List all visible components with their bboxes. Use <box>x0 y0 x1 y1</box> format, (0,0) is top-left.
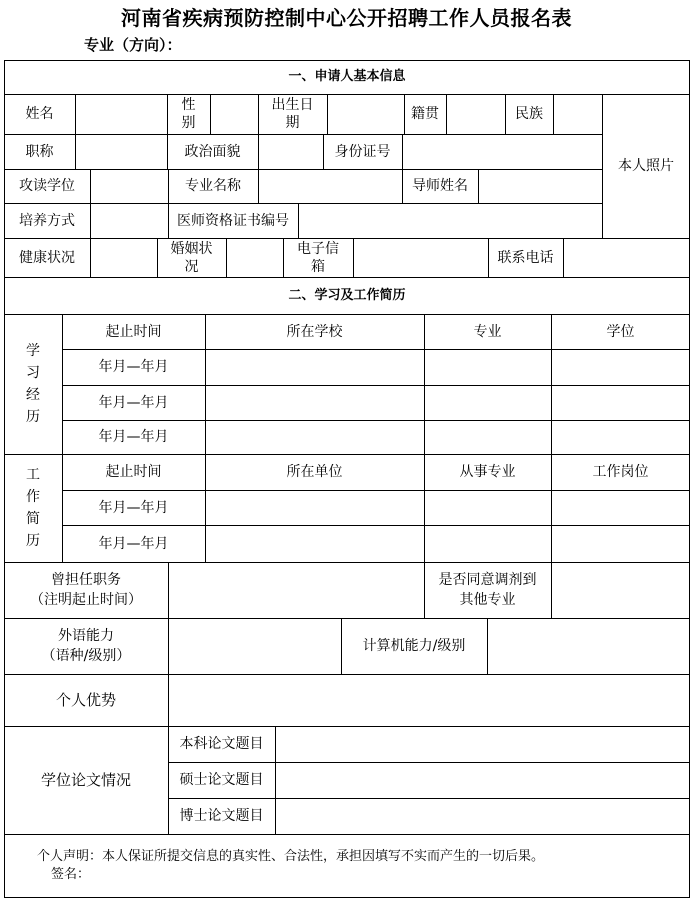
strengths-field[interactable] <box>168 674 690 726</box>
study-col-period: 起止时间 <box>105 323 162 340</box>
vertical-char: 作 <box>26 489 40 505</box>
work-row-period[interactable]: 年月—年月 <box>98 499 169 516</box>
label-thesis: 学位论文情况 <box>40 771 131 789</box>
vertical-char: 工 <box>26 467 40 483</box>
vertical-char: 历 <box>26 409 40 425</box>
ethnicity-field[interactable] <box>553 94 602 134</box>
label-physician-cert: 医师资格证书编号 <box>177 212 289 229</box>
adjust-major-field[interactable] <box>551 562 690 618</box>
label-computer: 计算机能力/级别 <box>362 638 466 654</box>
label-political-status: 政治面貌 <box>184 143 241 160</box>
phone-field[interactable] <box>563 238 690 277</box>
label-thesis-master: 硕士论文题目 <box>179 772 264 788</box>
title-field[interactable] <box>75 134 167 169</box>
supervisor-field[interactable] <box>478 169 602 203</box>
col-divider <box>424 314 425 562</box>
native-place-field[interactable] <box>446 94 505 134</box>
study-row-period[interactable]: 年月—年月 <box>98 394 169 411</box>
label-marital: 婚姻状况 <box>170 240 213 275</box>
label-language <box>4 618 168 674</box>
positions-held-line2: （注明起止时间） <box>30 592 142 608</box>
study-col-degree: 学位 <box>606 323 635 340</box>
thesis-doctor-field[interactable] <box>275 798 690 834</box>
label-thesis-doctor: 博士论文题目 <box>179 808 264 824</box>
positions-held-line1: 曾担任职务 <box>51 572 121 588</box>
physician-cert-field[interactable] <box>298 203 602 238</box>
label-title: 职称 <box>25 143 54 160</box>
computer-field[interactable] <box>487 618 690 674</box>
work-col-specialty: 从事专业 <box>459 464 516 480</box>
study-history-label-text <box>26 340 40 428</box>
gender-field[interactable] <box>210 94 258 134</box>
col-divider <box>551 314 552 562</box>
label-name: 姓名 <box>25 106 54 122</box>
section-heading-resume: 二、学习及工作简历 <box>288 287 406 303</box>
label-id-number: 身份证号 <box>334 143 391 160</box>
label-gender: 性别 <box>181 97 196 131</box>
label-phone: 联系电话 <box>497 249 554 266</box>
vertical-char: 经 <box>26 387 40 403</box>
label-major-name: 专业名称 <box>185 178 241 194</box>
work-col-period: 起止时间 <box>105 464 162 480</box>
signature-label[interactable]: 签名： <box>51 867 91 882</box>
label-positions-held <box>4 562 168 618</box>
work-col-employer: 所在单位 <box>286 464 343 480</box>
label-degree-pursuing: 攻读学位 <box>19 178 75 194</box>
adjust-major-line2: 其他专业 <box>459 592 516 608</box>
work-history-label <box>4 454 62 562</box>
declaration-statement: 个人声明：本人保证所提交信息的真实性、合法性，承担因填写不实而产生的一切后果。 <box>37 849 545 864</box>
study-row-period[interactable]: 年月—年月 <box>98 429 169 445</box>
row-divider <box>4 834 690 835</box>
vertical-char: 简 <box>26 511 40 527</box>
study-col-school: 所在学校 <box>286 323 343 340</box>
label-strengths: 个人优势 <box>55 691 116 709</box>
study-row-period[interactable]: 年月—年月 <box>98 359 169 375</box>
language-line2: （语种/级别） <box>41 648 131 664</box>
training-mode-field[interactable] <box>90 203 168 238</box>
label-thesis-bachelor: 本科论文题目 <box>179 736 264 752</box>
work-history-label-text <box>26 464 40 552</box>
degree-pursuing-field[interactable] <box>90 169 168 203</box>
birth-date-field[interactable] <box>327 94 404 134</box>
work-col-position: 工作岗位 <box>592 464 649 480</box>
language-field[interactable] <box>168 618 341 674</box>
label-ethnicity: 民族 <box>515 106 543 122</box>
name-field[interactable] <box>75 94 167 134</box>
adjust-major-line1: 是否同意调剂到 <box>438 572 537 588</box>
vertical-char: 历 <box>26 533 40 549</box>
label-email: 电子信箱 <box>297 240 339 275</box>
work-row-period[interactable]: 年月—年月 <box>98 535 169 552</box>
col-divider <box>205 314 206 562</box>
label-native-place: 籍贯 <box>411 106 439 122</box>
label-health: 健康状况 <box>19 249 75 266</box>
study-col-major: 专业 <box>473 323 502 340</box>
id-number-field[interactable] <box>402 134 602 169</box>
language-line1: 外语能力 <box>58 628 114 644</box>
major-name-field[interactable] <box>258 169 402 203</box>
photo-box[interactable]: 本人照片 <box>618 158 674 174</box>
label-training-mode: 培养方式 <box>19 212 75 229</box>
thesis-bachelor-field[interactable] <box>275 726 690 762</box>
label-supervisor: 导师姓名 <box>412 178 468 194</box>
political-status-field[interactable] <box>258 134 323 169</box>
form-title: 河南省疾病预防控制中心公开招聘工作人员报名表 <box>121 6 572 30</box>
marital-field[interactable] <box>226 238 283 277</box>
declaration <box>37 848 544 884</box>
positions-held-field[interactable] <box>168 562 424 618</box>
study-history-label <box>4 314 62 454</box>
section-heading-basic-info: 一、申请人基本信息 <box>288 69 406 84</box>
health-field[interactable] <box>90 238 157 277</box>
label-birth-date: 出生日期 <box>271 97 314 131</box>
major-label: 专业（方向）： <box>84 36 182 54</box>
email-field[interactable] <box>353 238 488 277</box>
thesis-master-field[interactable] <box>275 762 690 798</box>
vertical-char: 学 <box>26 343 40 359</box>
label-adjust-major <box>424 562 551 618</box>
vertical-char: 习 <box>26 365 40 381</box>
